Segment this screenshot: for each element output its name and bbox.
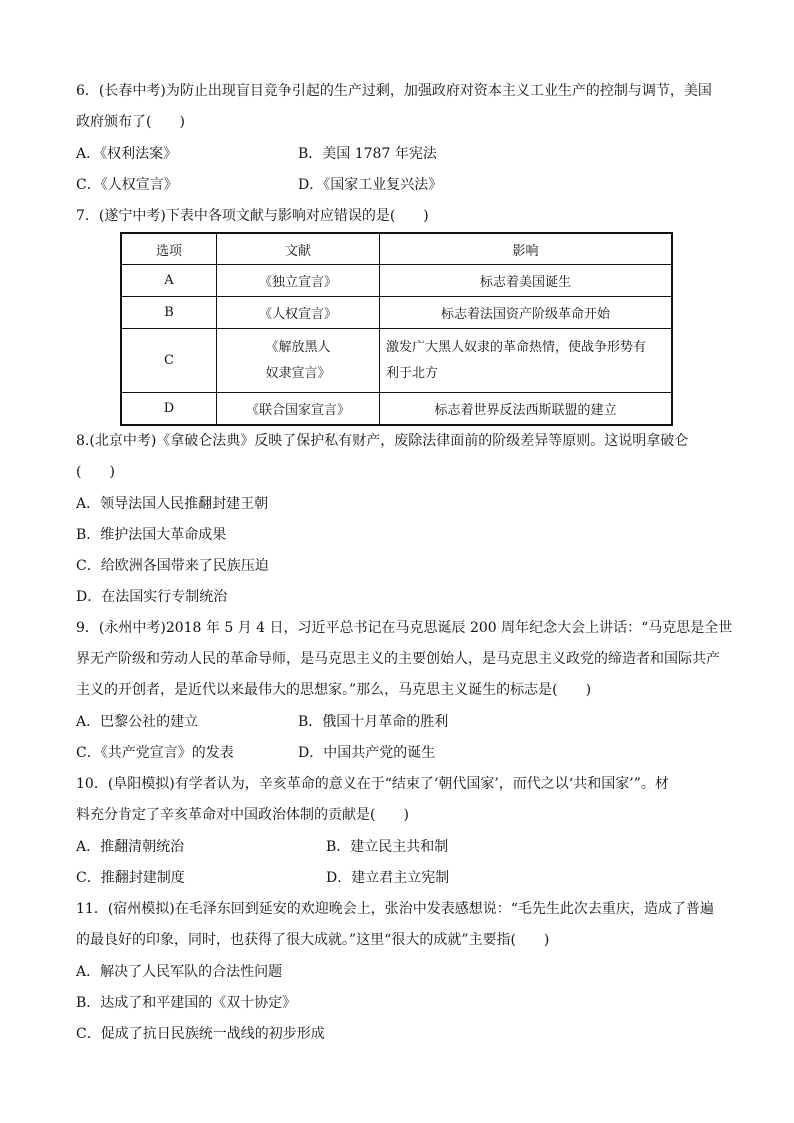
question-11-option-a[interactable]: A．解决了人民军队的合法性问题	[76, 964, 283, 980]
question-9-options-row2	[76, 738, 726, 769]
question-6-stem-line2: 政府颁布了( )	[76, 114, 185, 130]
question-6-options-row2	[76, 170, 726, 201]
table-cell-document: 《人权宣言》	[217, 297, 380, 329]
question-9-stem-line3: 主义的开创者，是近代以来最伟大的思想家。”那么，马克思主义诞生的标志是( )	[76, 682, 592, 698]
question-6-stem-line1: 6．(长春中考)为防止出现盲目竞争引起的生产过剩，加强政府对资本主义工业生产的控制与调节，美国	[76, 83, 712, 99]
question-10-options-row2	[76, 863, 726, 894]
table-row	[121, 265, 672, 297]
question-8-option-b[interactable]: B．维护法国大革命成果	[76, 527, 227, 543]
table-row	[121, 297, 672, 329]
question-6-option-c[interactable]: C．《人权宣言》	[76, 177, 178, 193]
table-header-document: 文献	[217, 233, 380, 265]
question-11	[76, 894, 726, 956]
question-8-stem-line1: 8.(北京中考)《拿破仑法典》反映了保护私有财产，废除法律面前的阶级差异等原则。这说明拿破仑	[76, 433, 689, 449]
table-row	[121, 329, 672, 393]
question-9-options-row1	[76, 707, 726, 738]
question-11-option-c[interactable]: C．促成了抗日民族统一战线的初步形成	[76, 1026, 325, 1042]
question-6	[76, 76, 726, 138]
question-11-stem-line2: 的最良好的印象，同时，也获得了很大成就。”这里“很大的成就”主要指( )	[76, 932, 550, 948]
question-6-option-a[interactable]: A．《权利法案》	[76, 146, 178, 162]
question-6-options-row1	[76, 139, 726, 170]
question-8-option-c[interactable]: C．给欧洲各国带来了民族压迫	[76, 558, 269, 574]
table-cell-effect-line1: 激发广大黑人奴隶的革命热情，使战争形势有	[386, 339, 647, 355]
question-10-option-b[interactable]: B．建立民主共和制	[326, 839, 449, 855]
question-7-table	[120, 232, 673, 426]
question-8-option-d[interactable]: D．在法国实行专制统治	[76, 589, 228, 605]
question-9-option-c[interactable]: C．《共产党宣言》的发表	[76, 745, 234, 761]
table-cell-effect-line2: 利于北方	[386, 365, 439, 381]
table-cell-effect: 标志着美国诞生	[380, 265, 673, 297]
table-cell-effect: 标志着法国资产阶级革命开始	[380, 297, 673, 329]
question-10-stem-line1: 10．(阜阳模拟)有学者认为，辛亥革命的意义在于“结束了‘朝代国家’，而代之以‘共和国家’”。材	[76, 776, 669, 792]
table-cell-effect	[380, 329, 673, 393]
question-8-stem-line2: ( )	[76, 464, 115, 480]
question-8	[76, 426, 726, 488]
question-9	[76, 613, 733, 706]
table-cell-option: A	[121, 265, 217, 297]
question-6-option-d[interactable]: D．《国家工业复兴法》	[298, 177, 443, 193]
table-row	[121, 393, 672, 426]
table-cell-document	[217, 329, 380, 393]
question-9-option-a[interactable]: A．巴黎公社的建立	[76, 714, 199, 730]
question-9-stem-line1: 9．(永州中考)2018 年 5 月 4 日，习近平总书记在马克思诞辰 200 周年纪念大会上讲话：“马克思是全世	[76, 620, 733, 636]
question-10-options-row1	[76, 832, 726, 863]
table-cell-option: C	[121, 329, 217, 393]
table-cell-document: 《联合国家宣言》	[217, 393, 380, 426]
question-10	[76, 769, 726, 831]
question-10-option-d[interactable]: D．建立君主立宪制	[326, 870, 450, 886]
question-11-stem-line1: 11．(宿州模拟)在毛泽东回到延安的欢迎晚会上，张治中发表感想说：“毛先生此次去重庆，造成了普遍	[76, 901, 714, 917]
table-header-row	[121, 233, 672, 265]
question-10-option-c[interactable]: C．推翻封建制度	[76, 870, 185, 886]
table-cell-effect: 标志着世界反法西斯联盟的建立	[380, 393, 673, 426]
table-cell-document: 《独立宣言》	[217, 265, 380, 297]
question-10-option-a[interactable]: A．推翻清朝统治	[76, 839, 185, 855]
question-7-stem: 7．(遂宁中考)下表中各项文献与影响对应错误的是( )	[76, 208, 429, 224]
question-6-option-b[interactable]: B．美国 1787 年宪法	[298, 146, 437, 162]
question-8-option-a[interactable]: A．领导法国人民推翻封建王朝	[76, 496, 269, 512]
table-cell-document-line2: 奴隶宣言》	[265, 365, 331, 381]
table-cell-option: B	[121, 297, 217, 329]
table-cell-option: D	[121, 393, 217, 426]
table-header-option: 选项	[121, 233, 217, 265]
question-9-option-b[interactable]: B．俄国十月革命的胜利	[298, 714, 449, 730]
question-10-stem-line2: 料充分肯定了辛亥革命对中国政治体制的贡献是( )	[76, 807, 409, 823]
question-9-stem-line2: 界无产阶级和劳动人民的革命导师，是马克思主义的主要创始人，是马克思主义政党的缔造者和国际共产	[76, 651, 720, 667]
table-cell-document-line1: 《解放黑人	[265, 339, 331, 355]
question-11-option-b[interactable]: B．达成了和平建国的《双十协定》	[76, 995, 297, 1011]
question-9-option-d[interactable]: D．中国共产党的诞生	[298, 745, 436, 761]
table-header-effect: 影响	[380, 233, 673, 265]
